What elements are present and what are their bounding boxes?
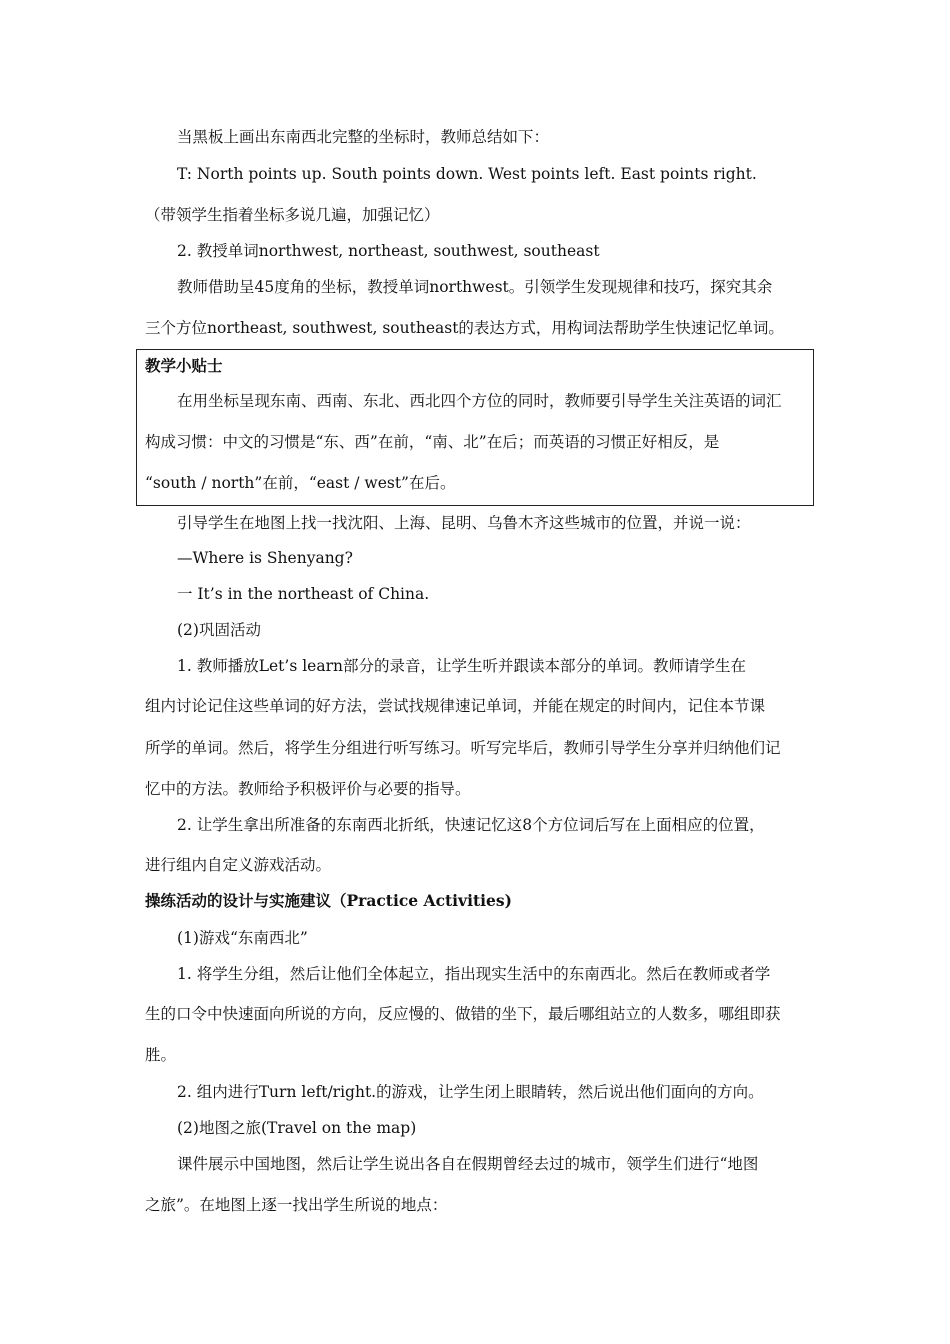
- map-task-question: —Where is Shenyang?: [177, 549, 353, 567]
- step2-heading: 2. 教授单词northwest, northeast, southwest, southeast: [177, 242, 600, 260]
- consolidation-item-line: 组内讨论记住这些单词的好方法，尝试找规律速记单词，并能在规定的时间内，记住本节课: [145, 697, 766, 715]
- tip-box-line: “south / north”在前，“east / west”在后。: [145, 474, 456, 492]
- consolidation-item-line: 1. 教师播放Let’s learn部分的录音，让学生听并跟读本部分的单词。教师请学生在: [177, 657, 746, 675]
- map-task-instruction: 引导学生在地图上找一找沈阳、上海、昆明、乌鲁木齐这些城市的位置，并说一说：: [177, 514, 751, 532]
- step2-paragraph-line: 教师借助呈45度角的坐标，教授单词northwest。引领学生发现规律和技巧，探究其余: [177, 278, 773, 296]
- travel-paragraph-line: 课件展示中国地图，然后让学生说出各自在假期曾经去过的城市，领学生们进行“地图: [177, 1155, 759, 1173]
- practice-note: （带领学生指着坐标多说几遍，加强记忆）: [145, 206, 440, 224]
- consolidation-item-line: 所学的单词。然后，将学生分组进行听写练习。听写完毕后，教师引导学生分享并归纳他们记: [145, 739, 781, 757]
- game-item-line: 2. 组内进行Turn left/right.的游戏，让学生闭上眼睛转，然后说出他们面向的方向。: [177, 1083, 764, 1101]
- practice-section-heading: 操练活动的设计与实施建议（Practice Activities): [145, 891, 512, 910]
- teacher-line: T: North points up. South points down. West points left. East points right.: [177, 165, 757, 183]
- consolidation-item-line: 忆中的方法。教师给予积极评价与必要的指导。: [145, 780, 471, 798]
- tip-box-line: 构成习惯：中文的习惯是“东、西”在前，“南、北”在后；而英语的习惯正好相反，是: [145, 433, 720, 451]
- game-item-line: 生的口令中快速面向所说的方向，反应慢的、做错的坐下，最后哪组站立的人数多，哪组即获: [145, 1005, 781, 1023]
- travel-heading: (2)地图之旅(Travel on the map): [177, 1119, 417, 1137]
- map-task-answer: 一 It’s in the northeast of China.: [177, 585, 430, 603]
- game-item-line: 1. 将学生分组，然后让他们全体起立，指出现实生活中的东南西北。然后在教师或者学: [177, 965, 771, 983]
- game-heading: (1)游戏“东南西北”: [177, 929, 308, 947]
- consolidation-item-line: 进行组内自定义游戏活动。: [145, 856, 332, 874]
- summary-line: 当黑板上画出东南西北完整的坐标时，教师总结如下：: [177, 128, 550, 146]
- travel-paragraph-line: 之旅”。在地图上逐一找出学生所说的地点：: [145, 1196, 448, 1214]
- consolidation-heading: (2)巩固活动: [177, 621, 261, 639]
- tip-box-line: 在用坐标呈现东南、西南、东北、西北四个方位的同时，教师要引导学生关注英语的词汇: [177, 392, 782, 410]
- game-item-line: 胜。: [145, 1046, 177, 1064]
- step2-paragraph-line: 三个方位northeast, southwest, southeast的表达方式，用构词法帮助学生快速记忆单词。: [145, 319, 784, 337]
- consolidation-item-line: 2. 让学生拿出所准备的东南西北折纸，快速记忆这8个方位词后写在上面相应的位置，: [177, 816, 765, 834]
- tip-box-title: 教学小贴士: [145, 356, 223, 375]
